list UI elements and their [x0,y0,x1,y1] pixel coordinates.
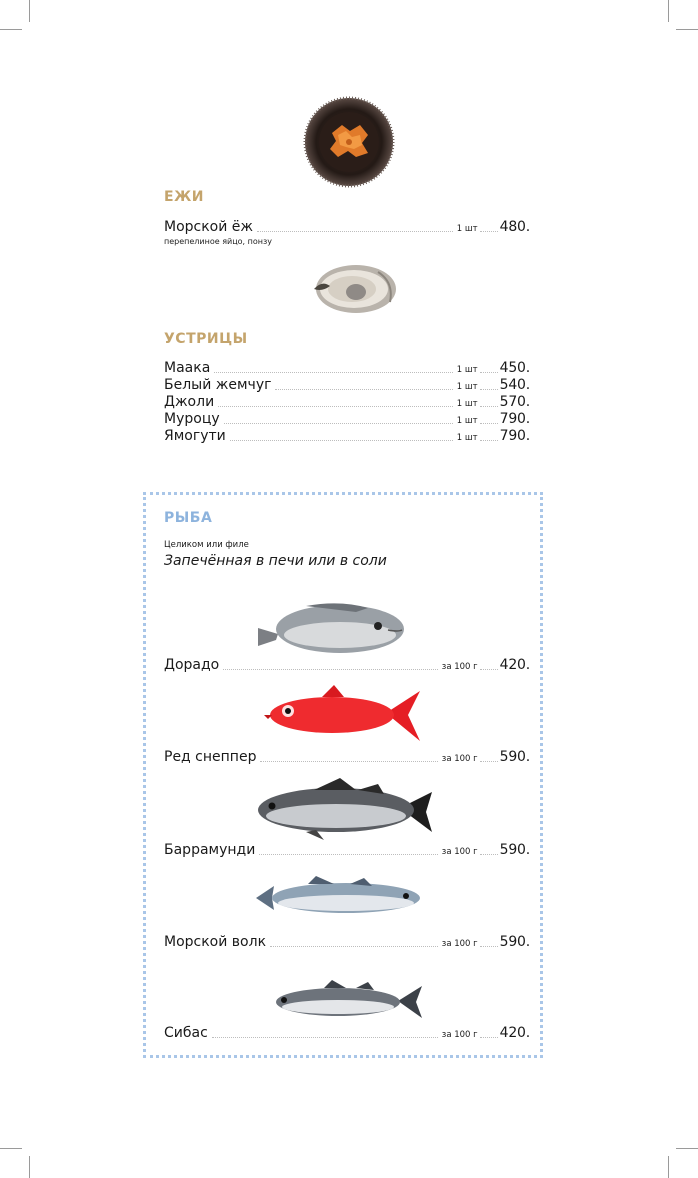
dot-leader [230,439,453,441]
menu-item-fish [164,657,530,674]
crop-mark [676,1148,698,1149]
menu-item-fish [164,934,530,951]
section-title-fish: РЫБА [164,510,213,526]
item-price: 480. [499,219,530,235]
item-price: 590. [499,749,530,765]
item-price: 450. [499,360,530,376]
item-unit: за 100 г [441,847,478,857]
menu-item-fish [164,1025,530,1042]
dot-leader [480,371,498,373]
sea-wolf-image [254,876,424,920]
dot-leader [223,668,438,670]
item-unit: за 100 г [441,1030,478,1040]
dot-leader [214,371,453,373]
item-price: 570. [499,394,530,410]
dot-leader [480,422,498,424]
item-price: 590. [499,934,530,950]
item-price: 540. [499,377,530,393]
item-name: Баррамунди [164,842,256,858]
sibas-image [272,980,424,1022]
fish-note: Целиком или филе [164,540,249,550]
item-name: Сибас [164,1025,208,1041]
item-name: Дорадо [164,657,220,673]
menu-item-oyster [164,377,530,394]
menu-item-oyster [164,411,530,428]
item-name: Маака [164,360,211,376]
dot-leader [224,422,453,424]
menu-item-urchin [164,219,530,236]
dot-leader [257,230,453,232]
menu-item-oyster [164,360,530,377]
item-price: 420. [499,1025,530,1041]
menu-item-fish [164,749,530,766]
item-name: Ред снеппер [164,749,257,765]
dot-leader [480,945,498,947]
crop-mark [676,29,698,30]
item-price: 420. [499,657,530,673]
item-name: Ямогути [164,428,226,444]
oyster-image [308,262,398,316]
item-price: 590. [499,842,530,858]
item-name: Муроцу [164,411,220,427]
item-unit: 1 шт [456,399,478,409]
item-unit: за 100 г [441,754,478,764]
dot-leader [480,668,498,670]
dot-leader [260,760,437,762]
menu-item-oyster [164,428,530,445]
item-price: 790. [499,428,530,444]
item-price: 790. [499,411,530,427]
item-unit: за 100 г [441,662,478,672]
dot-leader [218,405,453,407]
fish-section-frame [143,492,543,1058]
section-title-oysters: УСТРИЦЫ [164,331,248,347]
dot-leader [270,945,438,947]
crop-mark [668,1156,669,1178]
menu-item-fish [164,842,530,859]
item-name: Морской ёж [164,219,254,235]
item-name: Морской волк [164,934,267,950]
crop-mark [29,1156,30,1178]
dot-leader [212,1036,438,1038]
dot-leader [480,405,498,407]
dot-leader [480,439,498,441]
dorado-image [256,602,406,656]
crop-mark [0,1148,22,1149]
crop-mark [29,0,30,22]
item-name: Джоли [164,394,215,410]
item-unit: 1 шт [456,365,478,375]
item-unit: 1 шт [456,382,478,392]
dot-leader [480,853,498,855]
item-unit: 1 шт [456,433,478,443]
sea-urchin-image [302,95,396,189]
dot-leader [480,1036,498,1038]
dot-leader [480,388,498,390]
item-unit: 1 шт [456,224,478,234]
item-note: перепелиное яйцо, понзу [164,237,272,246]
red-snapper-image [262,685,422,743]
section-title-urchins: ЕЖИ [164,189,204,205]
crop-mark [0,29,22,30]
item-name: Белый жемчуг [164,377,272,393]
fish-subtitle: Запечённая в печи или в соли [164,553,387,569]
menu-item-oyster [164,394,530,411]
dot-leader [480,230,498,232]
crop-mark [668,0,669,22]
item-unit: 1 шт [456,416,478,426]
barramundi-image [254,776,434,842]
dot-leader [275,388,452,390]
dot-leader [480,760,498,762]
item-unit: за 100 г [441,939,478,949]
dot-leader [259,853,437,855]
